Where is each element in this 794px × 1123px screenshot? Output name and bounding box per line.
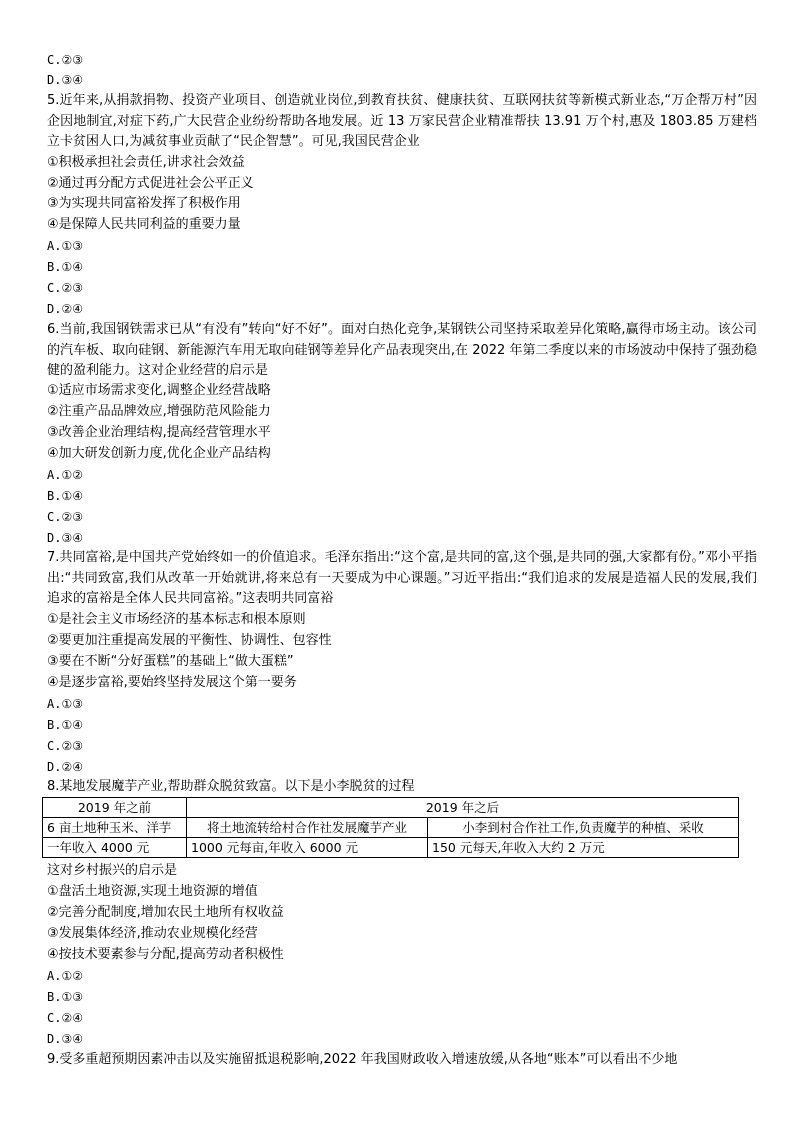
option-b: B.①④ [47, 718, 83, 732]
statement-1: ①是社会主义市场经济的基本标志和根本原则 [47, 612, 306, 627]
option-d: D.②④ [47, 302, 83, 316]
table-row [43, 838, 739, 858]
statement-4: ④是保障人民共同利益的重要力量 [47, 217, 241, 232]
option-d: D.③④ [47, 531, 83, 545]
statement-1: ①适应市场需求变化,调整企业经营战略 [47, 383, 271, 398]
option-a: A.①③ [47, 239, 83, 253]
statement-3: ③要在不断“分好蛋糕”的基础上“做大蛋糕” [47, 654, 294, 669]
statement-3: ③为实现共同富裕发挥了积极作用 [47, 196, 241, 211]
statement-1: ①积极承担社会责任,讲求社会效益 [47, 155, 245, 170]
table-cell: 150 元每天,年收入大约 2 万元 [428, 838, 739, 858]
option-a: A.①② [47, 969, 83, 983]
table-header-row [43, 798, 739, 818]
option-c: C.②③ [47, 53, 83, 67]
table-cell: 一年收入 4000 元 [43, 838, 187, 858]
question-7-stem: 7.共同富裕,是中国共产党始终如一的价值追求。毛泽东指出:“这个富,是共同的富,这个强,是共同的强,大家都有份。”邓小平指出:“共同致富,我们从改革一开始就讲,将来总有一天要成为中心课题。”习近平指出:“我们追求的发展是造福人民的发展,我们追求的富裕是全体人民共同富裕。”这表明共同富裕 [47, 550, 757, 606]
option-b: B.①④ [47, 260, 83, 274]
option-a: A.①③ [47, 697, 83, 711]
statement-4: ④是逐步富裕,要始终坚持发展这个第一要务 [47, 675, 297, 690]
option-c: C.②③ [47, 281, 83, 295]
option-d: D.②④ [47, 760, 83, 774]
statement-3: ③改善企业治理结构,提高经营管理水平 [47, 425, 271, 440]
table-row [43, 818, 739, 838]
option-b: B.①③ [47, 990, 83, 1004]
table-cell: 小李到村合作社工作,负责魔芋的种植、采收 [428, 818, 739, 838]
question-5-stem: 5.近年来,从捐款捐物、投资产业项目、创造就业岗位,到教育扶贫、健康扶贫、互联网扶贫等新模式新业态,“万企帮万村”因企因地制宜,对症下药,广大民营企业纷纷帮助各地发展。近 13 万家民营企业精准帮扶 13.91 万个村,惠及 1803.85 万建档立卡贫困人口,为减贫事业贡献了“民企智慧”。可见,我国民营企业 [47, 93, 757, 149]
option-a: A.①② [47, 468, 83, 482]
option-c: C.②④ [47, 1011, 83, 1025]
table-cell: 6 亩土地种玉米、洋芋 [43, 818, 187, 838]
table-cell: 1000 元每亩,年收入 6000 元 [187, 838, 428, 858]
question-9-stem: 9.受多重超预期因素冲击以及实施留抵退税影响,2022 年我国财政收入增速放缓,从各地“账本”可以看出不少地 [47, 1052, 678, 1067]
option-c: C.②③ [47, 510, 83, 524]
option-d: D.③④ [47, 1032, 83, 1046]
question-8-stem: 8.某地发展魔芋产业,帮助群众脱贫致富。以下是小李脱贫的过程 [47, 779, 415, 794]
table-cell: 将土地流转给村合作社发展魔芋产业 [187, 818, 428, 838]
statement-1: ①盘活土地资源,实现土地资源的增值 [47, 884, 258, 899]
statement-4: ④加大研发创新力度,优化企业产品结构 [47, 446, 271, 461]
statement-2: ②注重产品品牌效应,增强防范风险能力 [47, 404, 271, 419]
table-header-cell: 2019 年之后 [187, 798, 739, 818]
question-8-prompt: 这对乡村振兴的启示是 [47, 863, 178, 878]
statement-2: ②通过再分配方式促进社会公平正义 [47, 176, 254, 191]
option-d: D.③④ [47, 73, 83, 87]
statement-2: ②要更加注重提高发展的平衡性、协调性、包容性 [47, 633, 332, 648]
statement-4: ④按技术要素参与分配,提高劳动者积极性 [47, 947, 284, 962]
question-6-stem: 6.当前,我国钢铁需求已从“有没有”转向“好不好”。面对白热化竞争,某钢铁公司坚持采取差异化策略,赢得市场主动。该公司的汽车板、取向硅钢、新能源汽车用无取向硅钢等差异化产品表现突出,在 2022 年第二季度以来的市场波动中保持了强劲稳健的盈利能力。这对企业经营的启示是 [47, 322, 757, 378]
table-header-cell: 2019 年之前 [43, 798, 187, 818]
option-c: C.②③ [47, 739, 83, 753]
statement-2: ②完善分配制度,增加农民土地所有权收益 [47, 905, 284, 920]
income-table [42, 797, 739, 858]
statement-3: ③发展集体经济,推动农业规模化经营 [47, 926, 258, 941]
option-b: B.①④ [47, 489, 83, 503]
